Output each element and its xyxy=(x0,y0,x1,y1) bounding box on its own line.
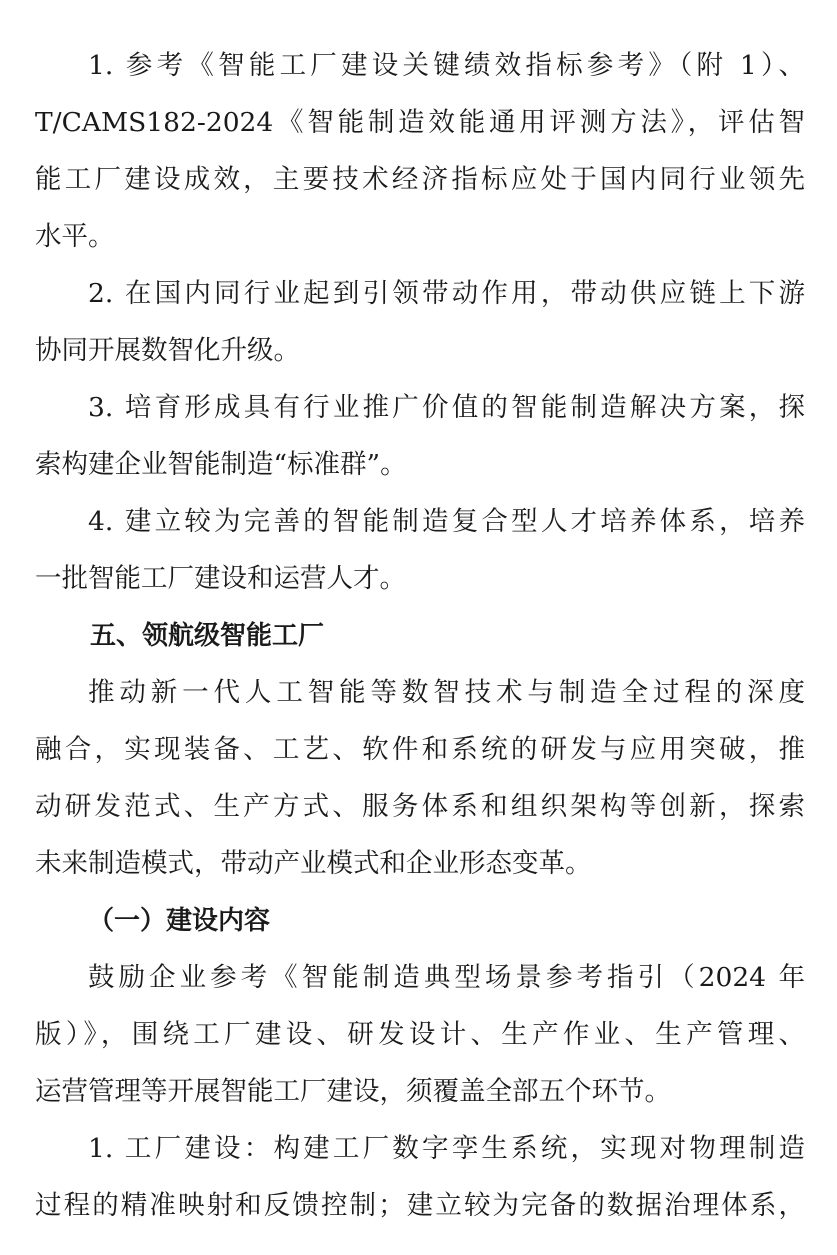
subsection-1-para-line-2: 版）》，围绕工厂建设、研发设计、生产作业、生产管理、 xyxy=(35,1019,805,1050)
section-5-para-line-2: 融合，实现装备、工艺、软件和系统的研发与应用突破，推 xyxy=(35,734,805,765)
item-1-line-3: 能工厂建设成效，主要技术经济指标应处于国内同行业领先 xyxy=(35,164,805,195)
subsection-1-para-line-3: 运营管理等开展智能工厂建设，须覆盖全部五个环节。 xyxy=(35,1076,671,1107)
factory-item-line-1: 1. 工厂建设：构建工厂数字孪生系统，实现对物理制造 xyxy=(88,1133,805,1164)
section-5-heading: 五、领航级智能工厂 xyxy=(90,621,325,651)
item-4-line-2: 一批智能工厂建设和运营人才。 xyxy=(35,563,406,594)
item-3-line-2: 索构建企业智能制造“标准群”。 xyxy=(35,449,407,480)
item-3-line-1: 3. 培育形成具有行业推广价值的智能制造解决方案，探 xyxy=(88,392,805,423)
factory-item-line-2: 过程的精准映射和反馈控制；建立较为完备的数据治理体系， xyxy=(35,1190,805,1221)
item-2-line-1: 2. 在国内同行业起到引领带动作用，带动供应链上下游 xyxy=(88,278,805,309)
section-5-para-line-3: 动研发范式、生产方式、服务体系和组织架构等创新，探索 xyxy=(35,791,805,822)
item-4-line-1: 4. 建立较为完善的智能制造复合型人才培养体系，培养 xyxy=(88,506,805,537)
item-1-line-2: T/CAMS182-2024《智能制造效能通用评测方法》，评估智 xyxy=(35,107,805,138)
subsection-1-heading: （一）建设内容 xyxy=(88,906,271,936)
item-1-line-4: 水平。 xyxy=(35,221,115,252)
section-5-para-line-4: 未来制造模式，带动产业模式和企业形态变革。 xyxy=(35,848,592,879)
item-2-line-2: 协同开展数智化升级。 xyxy=(35,335,300,366)
section-5-para-line-1: 推动新一代人工智能等数智技术与制造全过程的深度 xyxy=(88,677,805,708)
item-1-line-1: 1. 参考《智能工厂建设关键绩效指标参考》（附 1）、 xyxy=(88,50,805,81)
subsection-1-para-line-1: 鼓励企业参考《智能制造典型场景参考指引（2024 年 xyxy=(88,962,805,993)
